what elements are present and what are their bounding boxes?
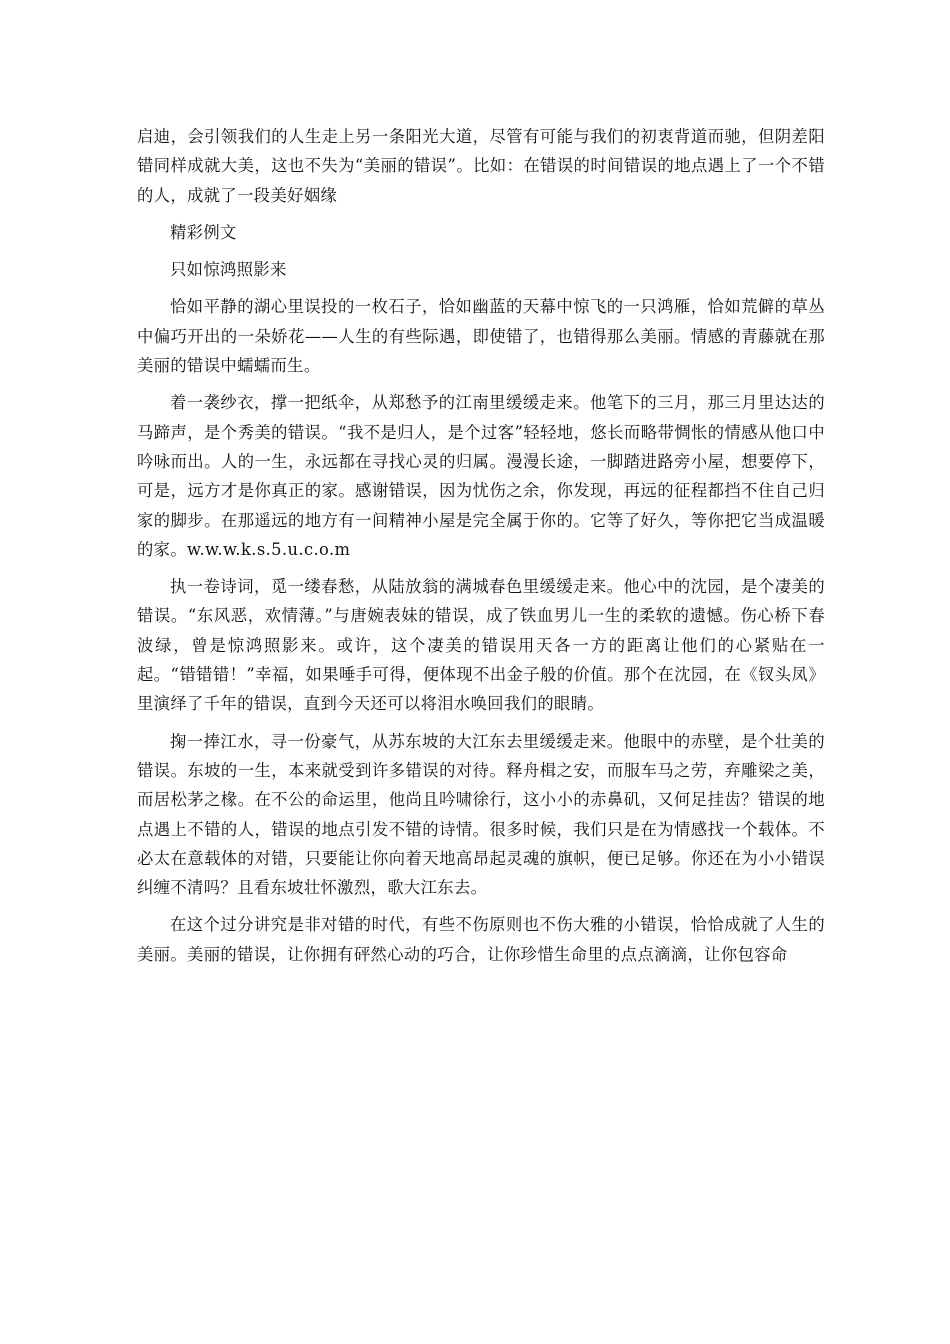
essay-title: 只如惊鸿照影来 xyxy=(170,260,287,280)
document-body xyxy=(137,122,825,977)
paragraph: 恰如平静的湖心里误投的一枚石子，恰如幽蓝的天幕中惊飞的一只鸿雁，恰如荒僻的草丛中偏巧开出的一朵娇花——人生的有些际遇，即使错了，也错得那么美丽。情感的青藤就在那美丽的错误中蠕蠕而生。 xyxy=(137,297,825,376)
paragraph: 在这个过分讲究是非对错的时代，有些不伤原则也不伤大雅的小错误，恰恰成就了人生的美丽。美丽的错误，让你拥有砰然心动的巧合，让你珍惜生命里的点点滴滴，让你包容命 xyxy=(137,915,825,964)
section-heading: 精彩例文 xyxy=(170,222,237,242)
paragraph: 着一袭纱衣，撑一把纸伞，从郑愁予的江南里缓缓走来。他笔下的三月，那三月里达达的马蹄声，是个秀美的错误。“我不是归人，是个过客”轻轻地，悠长而略带惆怅的情感从他口中吟咏而出。人的一生，永远都在寻找心灵的归属。漫漫长途，一脚踏进路旁小屋，想要停下，可是，远方才是你真正的家。感谢错误，因为忧伤之余，你发现，再远的征程都挡不住自己归家的脚步。在那遥远的地方有一间精神小屋是完全属于你的。它等了好久，等你把它当成温暖的家。w.w.w.k.s.5.u.c.o.m xyxy=(137,393,825,559)
paragraph: 掬一捧江水，寻一份豪气，从苏东坡的大江东去里缓缓走来。他眼中的赤壁，是个壮美的错误。东坡的一生，本来就受到许多错误的对待。释舟楫之安，而服车马之劳，弃雕梁之美，而居松茅之椽。在不公的命运里，他尚且吟啸徐行，这小小的赤鼻矶，又何足挂齿？错误的地点遇上不错的人，错误的地点引发不错的诗情。很多时候，我们只是在为情感找一个载体。不必太在意载体的对错，只要能让你向着天地高昂起灵魂的旗帜，便已足够。你还在为小小错误纠缠不清吗？且看东坡壮怀激烈，歌大江东去。 xyxy=(137,731,825,898)
paragraph-continuation: 启迪，会引领我们的人生走上另一条阳光大道，尽管有可能与我们的初衷背道而驰，但阴差阳错同样成就大美，这也不失为“美丽的错误”。比如：在错误的时间错误的地点遇上了一个不错的人，成就了一段美好姻缘 xyxy=(137,127,825,205)
paragraph: 执一卷诗词，觅一缕春愁，从陆放翁的满城春色里缓缓走来。他心中的沈园，是个凄美的错误。“东风恶，欢情薄。”与唐婉表妹的错误，成了铁血男儿一生的柔软的遗憾。伤心桥下春波绿，曾是惊鸿照影来。或许，这个凄美的错误用天各一方的距离让他们的心紧贴在一起。“错错错！”幸福，如果唾手可得，便体现不出金子般的价值。那个在沈园，在《钗头凤》里演绎了千年的错误，直到今天还可以将泪水唤回我们的眼睛。 xyxy=(137,577,825,714)
